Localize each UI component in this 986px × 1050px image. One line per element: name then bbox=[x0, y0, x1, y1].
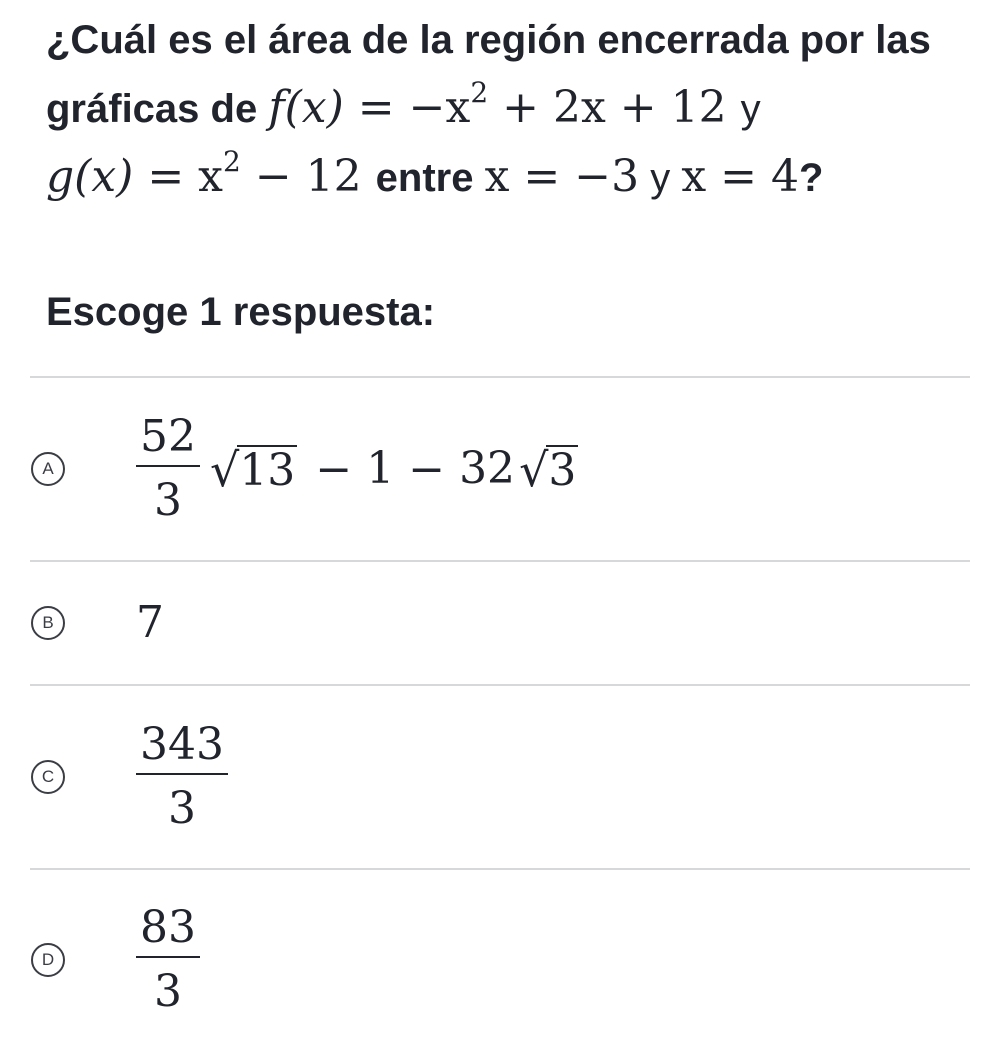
choice-c-radio[interactable]: C bbox=[31, 760, 65, 794]
choice-a-fraction bbox=[136, 411, 200, 526]
choice-c-fraction bbox=[136, 719, 228, 834]
choice-d-expression bbox=[136, 902, 206, 1017]
bound-upper: x = 4 bbox=[681, 151, 800, 202]
choice-a-radio[interactable]: A bbox=[31, 452, 65, 486]
question-part1: ¿Cuál es el área de la región encerrada por las gráficas de bbox=[46, 18, 931, 131]
conj-y1: y bbox=[740, 87, 761, 131]
choice-d[interactable] bbox=[30, 868, 970, 1050]
choice-c-numerator: 343 bbox=[140, 719, 224, 770]
conj-y2: y bbox=[650, 156, 671, 200]
f-exponent: 2 bbox=[470, 76, 489, 109]
choice-c-denominator: 3 bbox=[167, 783, 196, 834]
question-mark: ? bbox=[799, 156, 824, 200]
g-exponent: 2 bbox=[222, 145, 241, 178]
choice-a-numerator: 52 bbox=[140, 411, 196, 462]
f-equation bbox=[268, 76, 740, 133]
choice-a-expression bbox=[136, 411, 582, 526]
g-rhs-b: − 12 bbox=[254, 151, 362, 202]
choice-b[interactable] bbox=[30, 560, 970, 684]
choice-d-denominator: 3 bbox=[154, 966, 182, 1017]
g-lhs: g(x) bbox=[46, 151, 134, 202]
choice-a-denominator: 3 bbox=[154, 475, 182, 526]
radical-icon: √ bbox=[210, 443, 240, 497]
choice-d-numerator: 83 bbox=[140, 902, 196, 953]
minus-sign: − bbox=[408, 443, 446, 495]
f-rhs-a: = −x bbox=[357, 82, 471, 133]
word-entre: entre bbox=[375, 156, 474, 200]
choice-b-radio[interactable]: B bbox=[31, 606, 65, 640]
choice-d-radio[interactable]: D bbox=[31, 943, 65, 977]
choice-c[interactable] bbox=[30, 684, 970, 868]
choice-d-fraction bbox=[136, 902, 200, 1017]
g-rhs-a: = x bbox=[147, 151, 223, 202]
constant-one: 1 bbox=[366, 443, 395, 494]
f-rhs-b: + 2x + 12 bbox=[502, 82, 727, 133]
f-lhs: f(x) bbox=[268, 82, 344, 133]
bound-lower: x = −3 bbox=[484, 151, 640, 202]
choose-prompt: Escoge 1 respuesta: bbox=[46, 290, 436, 334]
choice-a[interactable] bbox=[30, 376, 970, 560]
sqrt-3 bbox=[519, 443, 578, 497]
g-equation bbox=[46, 145, 376, 202]
question-text bbox=[46, 6, 966, 212]
sqrt-13 bbox=[210, 443, 297, 497]
radical-icon: √ bbox=[519, 443, 549, 497]
choice-b-value: 7 bbox=[136, 597, 164, 648]
choice-c-expression bbox=[136, 719, 234, 834]
radicand-3: 3 bbox=[548, 445, 577, 496]
minus-sign: − bbox=[315, 443, 353, 495]
choice-list bbox=[30, 376, 970, 1050]
coefficient-32: 32 bbox=[459, 443, 516, 494]
choice-b-expression bbox=[136, 597, 164, 648]
radicand-13: 13 bbox=[239, 445, 296, 496]
